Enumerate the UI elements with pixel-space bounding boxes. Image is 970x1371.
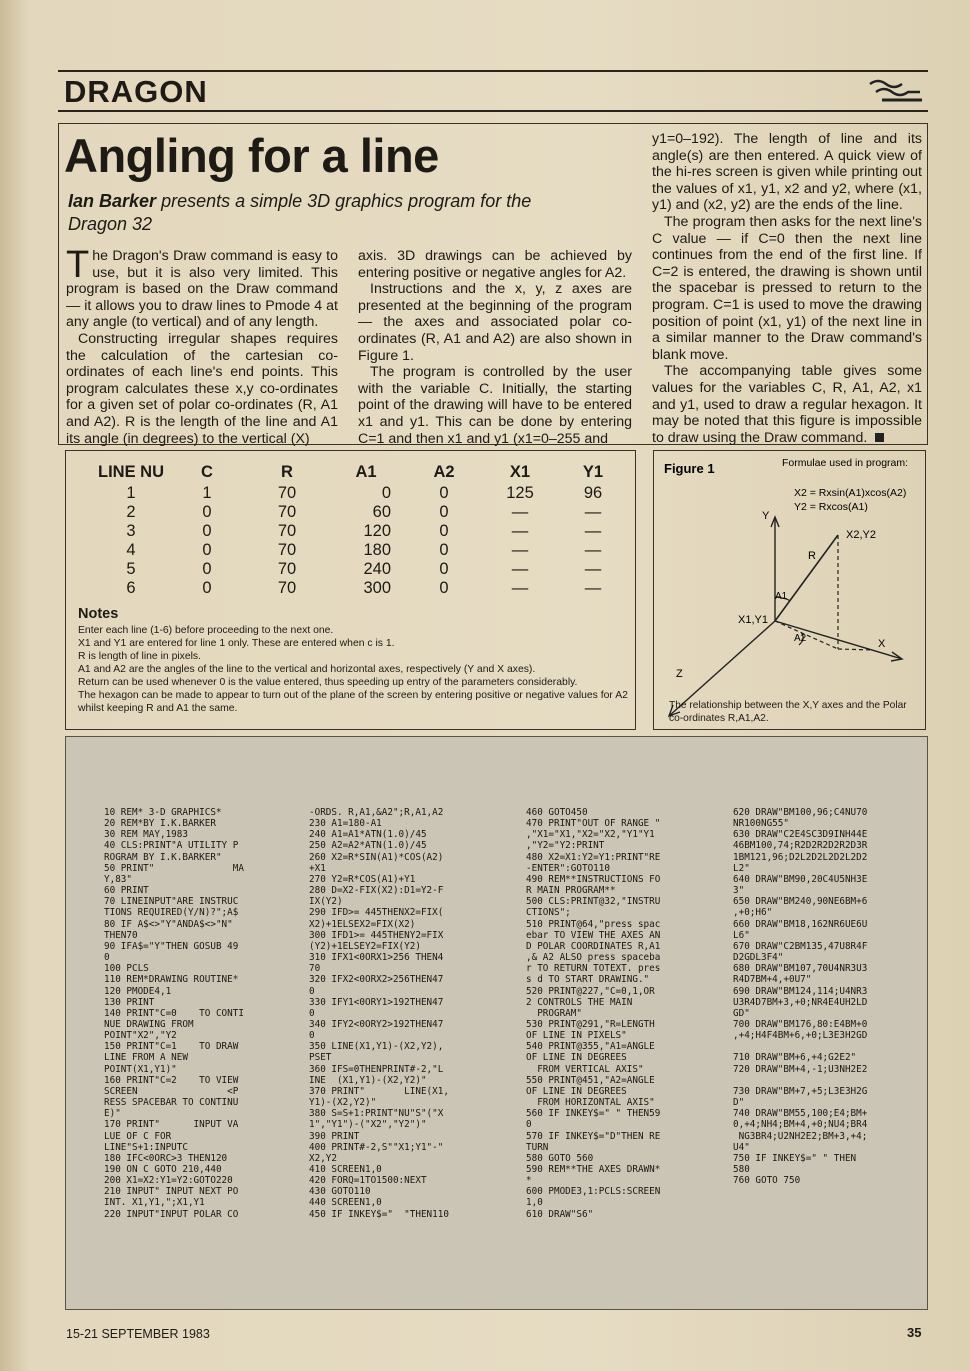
formula-title: Formulae used in program: bbox=[782, 457, 909, 469]
section-title: DRAGON bbox=[64, 74, 208, 109]
listing-column-2: -ORDS. R,A1,&A2";R,A1,A2 230 A1=180-A1 240 A1=A1*ATN(1.0)/45 250 A2=A2*ATN(1.0)/45 260 X2=R*SIN(A1)*COS(A2) +X1 270 Y2=R*COS(A1)+Y1 280 D=X2-FIX(X2):D1=Y2-F IX(Y2) 290 IFD>= 445THENX2=FIX( X2)+1ELSEX2=FIX(X2) 300 IFD1>= 445THENY2=FIX (Y2)+1ELSEY2=FIX(Y2) 310 IFX1<0ORX1>256 THEN4 70 320 IFX2<0ORX2>256THEN47 0 330 IFY1<0ORY1>192THEN47 0 340 IFY2<0ORY2>192THEN47 0 350 LINE(X1,Y1)-(X2,Y2), PSET 360 IFS=0THENPRINT#-2,"L INE (X1,Y1)-(X2,Y2)" 370 PRINT" LINE(X1, Y1)-(X2,Y2)" 380 S=S+1:PRINT"NU"S"("X 1","Y1")-("X2","Y2")" 390 PRINT 400 PRINT#-2,S""X1;Y1"-" X2,Y2 410 SCREEN1,0 420 FORQ=1TO1500:NEXT 430 GOTO110 440 SCREEN1,0 450 IF INKEY$=" "THEN110 bbox=[309, 807, 449, 1220]
listing-column-1: 10 REM* 3-D GRAPHICS* 20 REM*BY I.K.BARKER 30 REM MAY,1983 40 CLS:PRINT"A UTILITY P ROGRAM BY I.K.BARKER" 50 PRINT" MA Y,83" 60 PRINT 70 LINEINPUT"ARE INSTRUC TIONS REQUIRED(Y/N)?";A$ 80 IF A$<>"Y"ANDA$<>"N" THEN70 90 IFA$="Y"THEN GOSUB 49 0 100 PCLS 110 REM*DRAWING ROUTINE* 120 PMODE4,1 130 PRINT 140 PRINT"C=0 TO CONTI NUE DRAWING FROM POINT"X2","Y2 150 PRINT"C=1 TO DRAW LINE FROM A NEW POINT(X1,Y1)" 160 PRINT"C=2 TO VIEW SCREEN <P RESS SPACEBAR TO CONTINU E)" 170 PRINT" INPUT VA LUE OF C FOR LINE"S+1:INPUTC 180 IFC<0ORC>3 THEN120 190 ON C GOTO 210,440 200 X1=X2:Y1=Y2:GOTO220 210 INPUT" INPUT NEXT PO INT. X1,Y1,";X1,Y1 220 INPUT"INPUT POLAR CO bbox=[104, 807, 244, 1220]
paragraph: The accompanying table gives some values for the variables C, R, A1, A2, x1 and y1, used to draw a regular hexagon. It may be noted that this figure is impossible to draw using the Draw command. bbox=[652, 363, 922, 446]
table-row: 5 0 70 240 0 — — bbox=[126, 560, 602, 578]
standfirst bbox=[68, 190, 588, 236]
note-line: X1 and Y1 are entered for line 1 only. These are entered when c is 1. bbox=[78, 638, 395, 649]
table-row: 3 0 70 120 0 — — bbox=[126, 522, 602, 540]
column-header: A1 bbox=[355, 462, 377, 481]
paragraph: The program is controlled by the user with the variable C. Initially, the starting point of the drawing will have to be entered x1 and y1. This can be done by entering C=1 and then x1 and y1 (x1=0–255 and bbox=[358, 364, 632, 447]
article-column-2 bbox=[358, 248, 632, 447]
table-header-row bbox=[95, 460, 629, 484]
paragraph: The Dragon's Draw command is easy to use, but it is also very limited. This program is based on the Draw command — it allows you to draw lines to Pmode 4 at any angle (to vertical) and of any length. bbox=[66, 244, 338, 331]
article-title: Angling for a line bbox=[64, 129, 439, 182]
column-header: Y1 bbox=[582, 462, 604, 481]
paragraph: axis. 3D drawings can be achieved by entering positive or negative angles for A2. bbox=[358, 248, 632, 281]
notes bbox=[78, 608, 628, 715]
formula-2: Y2 = Rxcos(A1) bbox=[794, 501, 868, 513]
hexagon-values-table bbox=[95, 460, 629, 598]
article-column-1 bbox=[66, 244, 338, 447]
paragraph: Constructing irregular shapes requires the calculation of the cartesian co-ordinates of each line's end points. This program calculates these x,y co-ordinates for a given set of polar co-ordinates (R, A1 and A2). R is the length of the line and A1 its angle (in degrees) to the vertical (X) bbox=[66, 330, 338, 447]
note-line: Enter each line (1-6) before proceeding to the next one. bbox=[78, 625, 334, 636]
formula-1: X2 = Rxsin(A1)xcos(A2) bbox=[794, 487, 907, 499]
y-axis-label: Y bbox=[762, 510, 770, 522]
figure-1-box bbox=[653, 450, 926, 730]
figure-1-diagram bbox=[654, 451, 925, 729]
table-row: 4 0 70 180 0 — — bbox=[126, 541, 602, 559]
z-axis-label: Z bbox=[676, 668, 683, 680]
a2-label: A2 bbox=[794, 633, 807, 644]
table-row: 2 0 70 60 0 — — bbox=[126, 503, 602, 521]
column-header: X1 bbox=[509, 462, 531, 481]
notes-heading: Notes bbox=[78, 606, 119, 622]
article-column-3 bbox=[652, 131, 922, 446]
author-name: Ian Barker bbox=[68, 191, 157, 211]
page-number: 35 bbox=[907, 1325, 922, 1340]
note-line: Return can be used whenever 0 is the value entered, thus speeding up entry of the parameters considerably. bbox=[78, 677, 578, 688]
paragraph: The program then asks for the next line's C value — if C=0 then the next line continues from the end of the first line. If C=2 is entered, the drawing is shown until the spacebar is pressed to return to the program. C=1 is used to move the drawing position of point (x1, y1) of the next line in a similar manner to the Draw command's blank move. bbox=[652, 213, 922, 363]
standfirst-text: presents a simple 3D graphics program for the Dragon 32 bbox=[68, 191, 532, 234]
x2y2-label: X2,Y2 bbox=[846, 529, 876, 541]
end-mark-icon bbox=[875, 433, 884, 442]
note-line: R is length of line in pixels. bbox=[78, 651, 202, 662]
x1y1-label: X1,Y1 bbox=[738, 614, 768, 626]
figure-caption: The relationship between the X,Y axes and the Polar co-ordinates R,A1,A2. bbox=[669, 700, 907, 724]
listing-column-4: 620 DRAW"BM100,96;C4NU70 NR100NG55" 630 DRAW"C2E4SC3D9INH44E 46BM100,74;R2D2R2D2R2D3R 1BM121,96;D2L2D2L2D2L2D2 L2" 640 DRAW"BM90,20C4U5NH3E 3" 650 DRAW"BM240,90NE6BM+6 ,+0;H6" 660 DRAW"BM18,162NR6UE6U L6" 670 DRAW"C2BM135,47U8R4F D2GDL3F4" 680 DRAW"BM107,70U4NR3U3 R4D7BM+4,+0U7" 690 DRAW"BM124,114;U4NR3 U3R4D7BM+3,+0;NR4E4UH2LD GD" 700 DRAW"BM176,80:E4BM+0 ,+4;H4F4BM+6,+0;L3E3H2GD 710 DRAW"BM+6,+4;G2E2" 720 DRAW"BM+4,-1;U3NH2E2 730 DRAW"BM+7,+5;L3E3H2G D" 740 DRAW"BM55,100;E4;BM+ 0,+4;NH4;BM+4,+0;NU4;BR4 NG3BR4;U2NH2E2;BM+3,+4; U4" 750 IF INKEY$=" " THEN 580 760 GOTO 750 bbox=[733, 807, 868, 1187]
note-line: A1 and A2 are the angles of the line to the vertical and horizontal axes, respectively (Y and X axes). bbox=[78, 664, 536, 675]
note-line: The hexagon can be made to appear to turn out of the plane of the screen by entering positive or negative values for A2 whilst keeping R and A1 the same. bbox=[78, 690, 628, 714]
column-header: C bbox=[201, 462, 213, 481]
paragraph: y1=0–192). The length of line and its angle(s) are then entered. A quick view of the hi-res screen is given while printing out the values of x1, y1, x2 and y2, where (x1, y1) and (x2, y2) are the ends of the line. bbox=[652, 131, 922, 214]
column-header: R bbox=[281, 462, 293, 481]
r-label: R bbox=[808, 550, 816, 562]
r-line bbox=[775, 535, 838, 621]
column-header: A2 bbox=[433, 462, 455, 481]
table-row: 1 1 70 0 0 125 96 bbox=[126, 484, 603, 502]
section-header bbox=[58, 70, 928, 112]
table-row: 6 0 70 300 0 — — bbox=[126, 579, 602, 597]
paragraph: Instructions and the x, y, z axes are presented at the beginning of the program — the axes and associated polar co-ordinates (R, A1 and A2) are also shown in Figure 1. bbox=[358, 281, 632, 364]
figure-label: Figure 1 bbox=[664, 461, 715, 476]
x-axis-label: X bbox=[878, 638, 886, 650]
column-header: LINE NU bbox=[98, 462, 164, 481]
projection-line bbox=[775, 621, 838, 649]
issue-date: 15-21 SEPTEMBER 1983 bbox=[66, 1327, 210, 1341]
a1-label: A1 bbox=[775, 591, 788, 602]
magazine-logo-icon bbox=[868, 76, 924, 104]
drop-cap: T bbox=[66, 244, 90, 286]
listing-column-3: 460 GOTO450 470 PRINT"OUT OF RANGE " ,"X1="X1,"X2="X2,"Y1"Y1 ,"Y2="Y2:PRINT 480 X2=X1:Y2=Y1:PRINT"RE -ENTER":GOTO110 490 REM**INSTRUCTIONS FO R MAIN PROGRAM** 500 CLS:PRINT@32,"INSTRU CTIONS"; 510 PRINT@64,"press spac ebar TO VIEW THE AXES AN D POLAR COORDINATES R,A1 ,& A2 ALSO press spaceba r TO RETURN TOTEXT. pres s d TO START DRAWING." 520 PRINT@227,"C=0,1,OR 2 CONTROLS THE MAIN PROGRAM" 530 PRINT@291,"R=LENGTH OF LINE IN PIXELS" 540 PRINT@355,"A1=ANGLE OF LINE IN DEGREES FROM VERTICAL AXIS" 550 PRINT@451,"A2=ANGLE OF LINE IN DEGREES FROM HORIZONTAL AXIS" 560 IF INKEY$=" " THEN59 0 570 IF INKEY$="D"THEN RE TURN 580 GOTO 560 590 REM**THE AXES DRAWN* * 600 PMODE3,1:PCLS:SCREEN 1,0 610 DRAW"S6" bbox=[526, 807, 661, 1220]
